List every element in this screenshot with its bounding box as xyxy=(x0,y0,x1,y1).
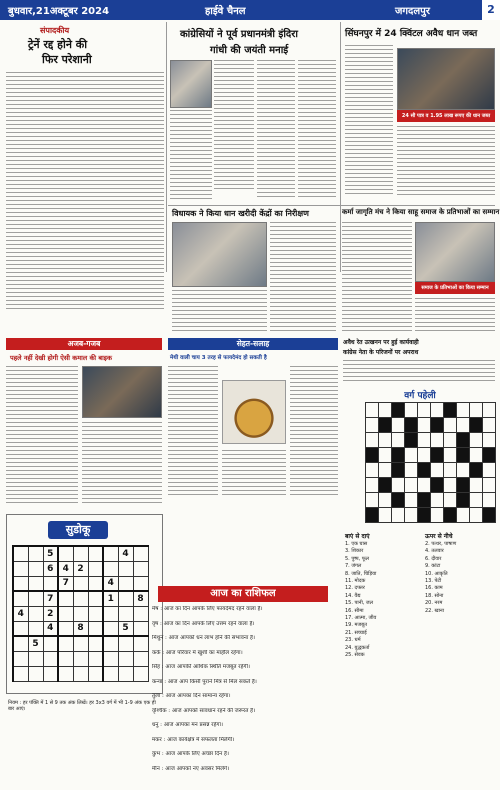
sudoku-cell xyxy=(58,621,73,636)
crossword-cell xyxy=(418,478,431,493)
sudoku-cell xyxy=(13,576,28,591)
down-clue: 16. काम xyxy=(425,585,443,592)
health-headline: मेथी वाली चाय 3 तरह से फायदेमंद हो सकती है xyxy=(170,355,267,361)
sudoku-cell xyxy=(28,576,43,591)
across-clue: 21. सच्चाई xyxy=(345,629,367,636)
crossword-cell xyxy=(457,418,470,433)
rashifal-item: कुंभ : आज आपके लिए अच्छा दिन है। xyxy=(152,751,229,757)
sudoku-cell xyxy=(118,606,133,621)
sudoku-cell xyxy=(28,606,43,621)
crossword-cell xyxy=(392,433,405,448)
down-title: ऊपर से नीचे xyxy=(425,533,453,540)
sudoku-cell: 2 xyxy=(43,606,58,621)
sudoku-cell xyxy=(43,651,58,666)
sudoku-cell xyxy=(118,636,133,651)
crossword-cell xyxy=(379,448,392,463)
across-clue: 25. सेवक xyxy=(345,652,365,658)
sudoku-cell xyxy=(28,666,43,681)
sudoku-cell xyxy=(118,666,133,681)
sudoku-cell xyxy=(13,591,28,606)
rashifal-item: वृष : आज का दिन आपके लिए उत्तम रहने वाला है। xyxy=(152,620,255,627)
health-body-col3 xyxy=(290,366,338,496)
sudoku-cell xyxy=(88,546,103,561)
across-clue: 16. सीमा xyxy=(345,607,364,614)
sudoku-cell xyxy=(133,576,148,591)
sudoku-cell: 5 xyxy=(118,621,133,636)
paper-name: हाईवे चैनल xyxy=(205,6,246,17)
across-clue: 24. युद्धकर्ता xyxy=(345,644,370,651)
editorial-body xyxy=(6,72,164,312)
sudoku-cell xyxy=(133,621,148,636)
crossword-cell xyxy=(366,403,379,418)
karma-body-col2 xyxy=(415,298,495,334)
across-clue: 11. मोदक xyxy=(345,578,366,584)
sudoku-cell: 1 xyxy=(103,591,118,606)
crossword-cell xyxy=(431,403,444,418)
sudoku-cell xyxy=(88,591,103,606)
sudoku-cell xyxy=(28,621,43,636)
mla-inspection-photo xyxy=(172,222,267,287)
crossword-cell xyxy=(431,493,444,508)
down-clue: 22. खाना xyxy=(425,607,444,614)
crossword-cell xyxy=(444,463,457,478)
singhpur-headline: सिंघनपुर में 24 क्विंटल अवैध धान जब्त xyxy=(345,29,478,39)
congress-body-col0 xyxy=(170,110,212,200)
sudoku-cell xyxy=(133,651,148,666)
across-clue: 15. पानी, जल xyxy=(345,600,374,607)
sudoku-cell xyxy=(103,636,118,651)
crossword-cell xyxy=(457,463,470,478)
masthead xyxy=(0,0,500,20)
sudoku-cell: 5 xyxy=(43,546,58,561)
down-clue: 10. आकृति xyxy=(425,570,448,577)
health-body-col2 xyxy=(222,450,286,496)
across-clue: 7. जंगल xyxy=(345,563,362,570)
down-clue: 18. सोना xyxy=(425,592,444,599)
crossword-cell xyxy=(366,418,379,433)
crossword-block xyxy=(418,463,431,478)
crossword-cell xyxy=(444,418,457,433)
sudoku-cell xyxy=(103,666,118,681)
crossword-block xyxy=(444,508,457,523)
crossword-cell xyxy=(405,448,418,463)
sudoku-cell xyxy=(88,561,103,576)
down-clue: 2. पत्थर, पाषाण xyxy=(425,541,457,547)
crossword-block xyxy=(379,478,392,493)
karma-headline: कर्मा जागृति मंच ने किया साहू समाज के प्रतिभाओं का सम्मान xyxy=(342,208,500,216)
sudoku-cell xyxy=(118,576,133,591)
sudoku-cell xyxy=(103,651,118,666)
sudoku-cell xyxy=(73,636,88,651)
health-body-col1 xyxy=(168,366,218,496)
sudoku-cell xyxy=(58,651,73,666)
crossword-cell xyxy=(483,493,496,508)
sudoku-cell xyxy=(43,666,58,681)
crossword-cell xyxy=(405,478,418,493)
crossword-cell xyxy=(418,433,431,448)
crossword-block xyxy=(366,448,379,463)
ajab-gajab-bar: अजब-गजब xyxy=(6,338,162,350)
across-clue: 5. पुष्प, फूल xyxy=(345,555,370,562)
crossword-cell xyxy=(405,508,418,523)
crossword-block xyxy=(431,418,444,433)
crossword-cell xyxy=(470,508,483,523)
crossword-block xyxy=(418,493,431,508)
sudoku-cell xyxy=(58,546,73,561)
down-clue: 9. कांटा xyxy=(425,563,441,570)
crossword-block xyxy=(457,433,470,448)
singhpur-body-col2 xyxy=(397,126,495,196)
crossword-cell xyxy=(366,433,379,448)
rashifal-item: मेष : आज का दिन आपके लिए फायदेमंद रहने वाला है। xyxy=(152,606,263,612)
sudoku-cell xyxy=(73,651,88,666)
horizontal-divider xyxy=(168,205,495,206)
mla-body-col2 xyxy=(270,222,336,334)
sudoku-cell xyxy=(73,591,88,606)
sudoku-cell: 8 xyxy=(73,621,88,636)
down-clue: 6. दीवार xyxy=(425,555,442,562)
crossword-block xyxy=(379,418,392,433)
sudoku-cell xyxy=(133,546,148,561)
sudoku-cell xyxy=(88,651,103,666)
rashifal-item: मीन : आज आपको नए अवसर मिलेंगे। xyxy=(152,765,230,772)
crossword-title: वर्ग पहेली xyxy=(404,391,436,401)
mla-body-col1 xyxy=(172,290,267,334)
rashifal-item: कन्या : आज आप किसी पुराने मित्र से मिल सकते हैं। xyxy=(152,678,257,685)
crossword-cell xyxy=(431,463,444,478)
crossword-grid xyxy=(365,402,496,523)
congress-body-col3 xyxy=(298,60,336,200)
sudoku-cell xyxy=(73,666,88,681)
crossword-cell xyxy=(457,403,470,418)
crossword-cell xyxy=(444,433,457,448)
crossword-block xyxy=(418,508,431,523)
sudoku-cell xyxy=(58,666,73,681)
crossword-cell xyxy=(405,403,418,418)
crossword-cell xyxy=(470,448,483,463)
mla-headline: विधायक ने किया धान खरीदी केंद्रों का निरीक्षण xyxy=(172,209,309,218)
across-clue: 8. जाति, चिड़िया xyxy=(345,570,377,577)
crossword-block xyxy=(470,418,483,433)
crossword-block xyxy=(457,448,470,463)
crossword-cell xyxy=(483,478,496,493)
sudoku-cell xyxy=(118,651,133,666)
karma-photo-caption: समाज के प्रतिभाओं का किया सम्मान xyxy=(415,282,495,294)
sudoku-cell xyxy=(133,561,148,576)
sudoku-title: सुडोकू xyxy=(48,521,108,539)
sudoku-rules: नियम : हर पंक्ति में 1 से 9 तक अंक लिखें। हर 3x3 वर्ग में भी 1-9 अंक एक ही बार आएं। xyxy=(8,700,156,712)
sudoku-cell xyxy=(43,636,58,651)
sudoku-cell xyxy=(133,606,148,621)
congress-body-col1 xyxy=(214,60,254,190)
crossword-cell xyxy=(444,493,457,508)
sudoku-cell xyxy=(133,636,148,651)
crossword-cell xyxy=(483,418,496,433)
crossword-cell xyxy=(431,508,444,523)
crossword-block xyxy=(392,448,405,463)
editorial-headline-line2: फिर परेशानी xyxy=(42,53,92,66)
crossword-block xyxy=(431,448,444,463)
crossword-cell xyxy=(379,508,392,523)
sudoku-cell xyxy=(88,576,103,591)
sudoku-cell xyxy=(13,651,28,666)
crossword-block xyxy=(392,493,405,508)
issue-date: बुधवार,21अक्टूबर 2024 xyxy=(8,6,110,17)
down-clue: 13. पेटी xyxy=(425,578,442,584)
sudoku-cell xyxy=(28,651,43,666)
ajab-headline: पहले नहीं देखी होगी ऐसी कमाल की बाइक xyxy=(10,354,112,362)
ajab-body-col2 xyxy=(82,422,162,506)
sudoku-cell xyxy=(103,606,118,621)
rashifal-item: मिथुन : आज आपको धन लाभ होने की संभावना है। xyxy=(152,635,256,641)
sudoku-cell xyxy=(88,636,103,651)
across-clue: 12. दफ्तर xyxy=(345,585,365,592)
sudoku-cell xyxy=(58,636,73,651)
crossword-cell xyxy=(379,493,392,508)
sudoku-cell xyxy=(73,576,88,591)
sudoku-cell xyxy=(88,666,103,681)
crossword-cell xyxy=(405,463,418,478)
rashifal-item: तुला : आज आपका दिन सामान्य रहेगा। xyxy=(152,693,231,699)
crossword-cell xyxy=(483,433,496,448)
sudoku-cell xyxy=(13,561,28,576)
rashifal-item: धनु : आज आपका मन प्रसन्न रहेगा। xyxy=(152,722,223,728)
across-title: बाएं से दाएं xyxy=(345,533,370,540)
sudoku-grid xyxy=(12,545,149,682)
sudoku-cell xyxy=(13,621,28,636)
rashifal-item: मकर : आज कार्यक्षेत्र में सफलता मिलेगी। xyxy=(152,736,235,743)
crossword-cell xyxy=(405,493,418,508)
crossword-block xyxy=(457,493,470,508)
crossword-block xyxy=(431,478,444,493)
congress-headline-line2: गांधी की जयंती मनाई xyxy=(210,45,289,56)
sudoku-cell xyxy=(88,621,103,636)
crossword-cell xyxy=(431,433,444,448)
police-headline-line2: कांग्रेस नेता के परिजनों पर अपराध xyxy=(343,349,419,356)
karma-body-col1 xyxy=(342,222,412,332)
sudoku-cell xyxy=(73,606,88,621)
sudoku-cell xyxy=(28,546,43,561)
sudoku-cell xyxy=(103,621,118,636)
crossword-cell xyxy=(392,478,405,493)
rashifal-item: वृश्चिक : आज आपको सावधान रहने की जरूरत है। xyxy=(152,707,256,714)
sudoku-cell: 8 xyxy=(133,591,148,606)
across-clue: 1. एक घास xyxy=(345,541,368,547)
crossword-cell xyxy=(470,403,483,418)
sudoku-cell: 4 xyxy=(13,606,28,621)
sudoku-cell: 7 xyxy=(43,591,58,606)
down-clue: 4. तलवार xyxy=(425,548,444,555)
seized-paddy-photo xyxy=(397,48,495,110)
crossword-cell xyxy=(392,418,405,433)
crossword-block xyxy=(392,403,405,418)
sudoku-cell xyxy=(13,666,28,681)
crossword-cell xyxy=(418,418,431,433)
crossword-cell xyxy=(470,478,483,493)
crossword-block xyxy=(483,448,496,463)
column-divider xyxy=(340,22,341,272)
rashifal-title: आज का राशिफल xyxy=(158,586,328,602)
sehat-salah-bar: सेहत-सलाह xyxy=(168,338,338,350)
sudoku-cell xyxy=(88,606,103,621)
crossword-cell xyxy=(470,493,483,508)
rashifal-item: सिंह : आज आपकी आर्थिक स्थिति मजबूत रहेगी। xyxy=(152,664,250,670)
sudoku-cell: 6 xyxy=(43,561,58,576)
crossword-cell xyxy=(483,463,496,478)
ajab-body-col1 xyxy=(6,366,78,506)
sudoku-cell: 4 xyxy=(58,561,73,576)
across-clue: 23. धर्म xyxy=(345,637,361,644)
sudoku-cell: 4 xyxy=(103,576,118,591)
crossword-cell xyxy=(379,463,392,478)
crossword-cell xyxy=(366,493,379,508)
police-body xyxy=(343,360,495,382)
sudoku-cell: 7 xyxy=(58,576,73,591)
sudoku-cell xyxy=(58,591,73,606)
sudoku-cell xyxy=(13,546,28,561)
crossword-cell xyxy=(379,403,392,418)
sudoku-cell xyxy=(103,561,118,576)
across-clue: 19. मजबूत xyxy=(345,622,367,629)
city-name: जगदलपुर xyxy=(395,6,430,17)
sudoku-cell xyxy=(43,576,58,591)
congress-body-col2 xyxy=(257,60,295,200)
column-divider xyxy=(166,22,167,272)
sudoku-cell xyxy=(73,546,88,561)
crossword-block xyxy=(457,478,470,493)
crossword-cell xyxy=(444,448,457,463)
sudoku-cell xyxy=(103,546,118,561)
editorial-section-label: संपादकीय xyxy=(40,26,70,35)
crossword-cell xyxy=(392,508,405,523)
sudoku-cell xyxy=(28,591,43,606)
samaj-felicitation-photo xyxy=(415,222,495,282)
bike-photo xyxy=(82,366,162,418)
crossword-block xyxy=(392,463,405,478)
crossword-cell xyxy=(444,478,457,493)
congress-headline-line1: कांग्रेसियों ने पूर्व प्रधानमंत्री इंदिरा xyxy=(180,29,298,40)
crossword-cell xyxy=(457,508,470,523)
rashifal-item: कर्क : आज परिवार में खुशी का माहौल रहेगा। xyxy=(152,649,243,656)
police-headline-line1: अवैध रेत उत्खनन पर हुई कार्यवाही xyxy=(343,339,419,346)
crossword-cell xyxy=(366,463,379,478)
across-clue: 17. आत्मा, जीव xyxy=(345,615,377,621)
sudoku-cell xyxy=(58,606,73,621)
editorial-headline-line1: ट्रेनें रद्द होने की xyxy=(28,38,88,51)
sudoku-cell: 5 xyxy=(28,636,43,651)
methi-tea-photo xyxy=(222,380,286,444)
crossword-block xyxy=(444,403,457,418)
sudoku-cell xyxy=(13,636,28,651)
crossword-block xyxy=(405,433,418,448)
crossword-block xyxy=(366,508,379,523)
sudoku-cell: 2 xyxy=(73,561,88,576)
crossword-cell xyxy=(379,433,392,448)
indira-gandhi-photo xyxy=(170,60,212,108)
crossword-block xyxy=(405,418,418,433)
crossword-cell xyxy=(483,403,496,418)
across-clue: 3. शिकार xyxy=(345,548,364,555)
page-number: 2 xyxy=(482,0,500,20)
crossword-cell xyxy=(418,448,431,463)
sudoku-cell: 4 xyxy=(118,546,133,561)
crossword-block xyxy=(483,508,496,523)
crossword-cell xyxy=(418,403,431,418)
down-clue: 20. नरम xyxy=(425,600,443,607)
sudoku-cell xyxy=(118,561,133,576)
sudoku-cell: 4 xyxy=(43,621,58,636)
crossword-cell xyxy=(366,478,379,493)
singhpur-body-col1 xyxy=(345,45,393,195)
sudoku-cell xyxy=(133,666,148,681)
across-clue: 14. वैद्य xyxy=(345,592,361,599)
sudoku-cell xyxy=(28,561,43,576)
singhpur-photo-caption: 24 सौ पात्र व 1.95 लाख रूपए की धान जब्त xyxy=(397,110,495,122)
sudoku-cell xyxy=(118,591,133,606)
crossword-cell xyxy=(470,433,483,448)
crossword-block xyxy=(470,463,483,478)
